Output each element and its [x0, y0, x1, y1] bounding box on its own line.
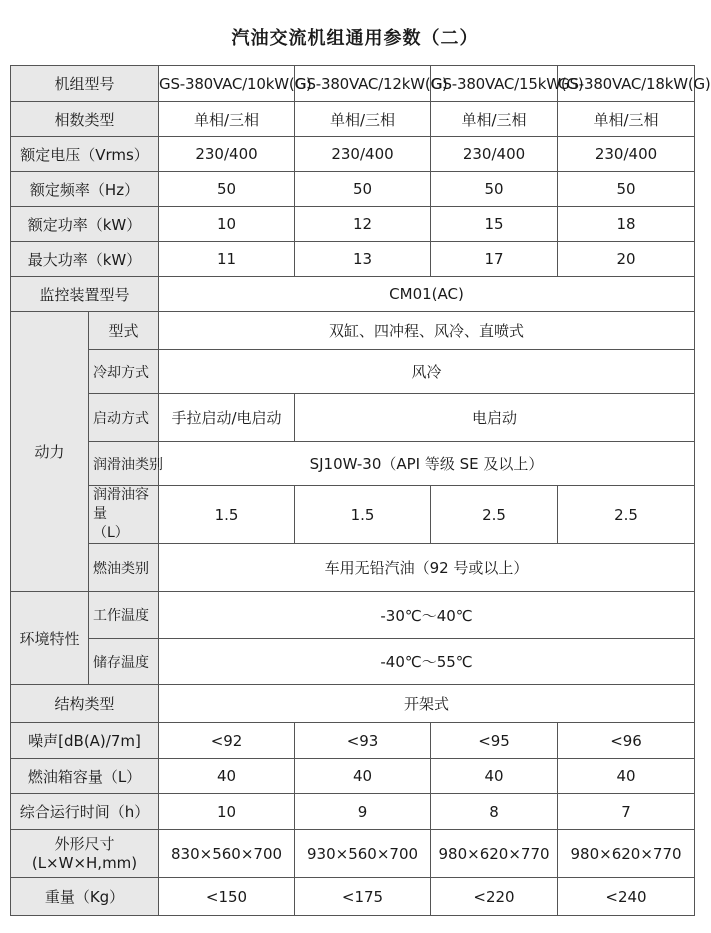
table-row-frequency [11, 172, 695, 207]
row-label-rated-power: 额定功率（kW） [11, 207, 159, 242]
model-cell: GS-380VAC/15kW(G) [431, 66, 558, 102]
value-cell: 18 [558, 207, 695, 242]
table-row-oil-capacity [11, 486, 695, 544]
value-cell: 双缸、四冲程、风冷、直喷式 [159, 312, 695, 350]
value-cell: 230/400 [558, 137, 695, 172]
value-cell: 2.5 [558, 486, 695, 544]
table-row-fuel-type [11, 544, 695, 592]
value-cell: 开架式 [159, 685, 695, 723]
row-label-frequency: 额定频率（Hz） [11, 172, 159, 207]
value-cell: -40℃～55℃ [159, 639, 695, 685]
value-cell: 2.5 [431, 486, 558, 544]
row-label-voltage: 额定电压（Vrms） [11, 137, 159, 172]
value-cell: 7 [558, 794, 695, 830]
label-line: （L） [93, 525, 129, 541]
table-row-start [11, 394, 695, 442]
table-row-engine-type [11, 312, 695, 350]
table-row-work-temp [11, 592, 695, 639]
row-label-noise: 噪声[dB(A)/7m] [11, 723, 159, 759]
value-cell: <95 [431, 723, 558, 759]
table-row-weight [11, 878, 695, 916]
value-cell: 1.5 [295, 486, 431, 544]
table-row-cooling [11, 350, 695, 394]
value-cell: 830×560×700 [159, 830, 295, 878]
row-label-dimensions [11, 830, 159, 878]
group-label-environment: 环境特性 [11, 592, 89, 685]
value-cell: <93 [295, 723, 431, 759]
value-cell: <150 [159, 878, 295, 916]
row-label-oil-type: 润滑油类别 [89, 442, 159, 486]
row-label-start: 启动方式 [89, 394, 159, 442]
value-cell: 单相/三相 [431, 102, 558, 137]
value-cell: -30℃～40℃ [159, 592, 695, 639]
table-row-noise [11, 723, 695, 759]
value-cell: CM01(AC) [159, 277, 695, 312]
value-cell: <240 [558, 878, 695, 916]
value-cell: 980×620×770 [431, 830, 558, 878]
row-label-fuel-type: 燃油类别 [89, 544, 159, 592]
model-cell: GS-380VAC/18kW(G) [558, 66, 695, 102]
group-label-power: 动力 [11, 312, 89, 592]
value-cell: 11 [159, 242, 295, 277]
label-line: 外形尺寸 [54, 834, 115, 853]
value-cell: 车用无铅汽油（92 号或以上） [159, 544, 695, 592]
model-cell: GS-380VAC/10kW(G) [159, 66, 295, 102]
value-cell: 12 [295, 207, 431, 242]
row-label-max-power: 最大功率（kW） [11, 242, 159, 277]
value-cell: 50 [558, 172, 695, 207]
value-cell: 230/400 [159, 137, 295, 172]
label-line: (L×W×H,mm) [31, 853, 138, 872]
row-label-oil-capacity [89, 486, 159, 544]
table-row-oil-type [11, 442, 695, 486]
table-row-runtime [11, 794, 695, 830]
value-cell: 20 [558, 242, 695, 277]
value-cell: 50 [159, 172, 295, 207]
table-row-store-temp [11, 639, 695, 685]
value-cell: 50 [431, 172, 558, 207]
table-row-voltage [11, 137, 695, 172]
table-row-model [11, 66, 695, 102]
table-row-max-power [11, 242, 695, 277]
value-cell: 10 [159, 207, 295, 242]
value-cell: SJ10W-30（API 等级 SE 及以上） [159, 442, 695, 486]
value-cell: 1.5 [159, 486, 295, 544]
row-label-cooling: 冷却方式 [89, 350, 159, 394]
table-row-rated-power [11, 207, 695, 242]
value-cell: <92 [159, 723, 295, 759]
value-cell: 8 [431, 794, 558, 830]
table-row-monitor [11, 277, 695, 312]
value-cell: 手拉启动/电启动 [159, 394, 295, 442]
value-cell: 风冷 [159, 350, 695, 394]
row-label-monitor: 监控装置型号 [11, 277, 159, 312]
value-cell: <175 [295, 878, 431, 916]
value-cell: 230/400 [431, 137, 558, 172]
row-label-weight: 重量（Kg） [11, 878, 159, 916]
value-cell: 980×620×770 [558, 830, 695, 878]
table-row-phase [11, 102, 695, 137]
value-cell: 40 [295, 759, 431, 794]
value-cell: 40 [159, 759, 295, 794]
table-row-structure [11, 685, 695, 723]
label-line: 润滑油容量 [93, 487, 149, 522]
value-cell: 930×560×700 [295, 830, 431, 878]
page-title: 汽油交流机组通用参数（二） [231, 28, 479, 49]
row-label-engine-type: 型式 [89, 312, 159, 350]
value-cell: <220 [431, 878, 558, 916]
row-label-tank: 燃油箱容量（L） [11, 759, 159, 794]
row-label-runtime: 综合运行时间（h） [11, 794, 159, 830]
value-cell: 40 [558, 759, 695, 794]
row-label-structure: 结构类型 [11, 685, 159, 723]
table-row-dimensions [11, 830, 695, 878]
row-label-store-temp: 储存温度 [89, 639, 159, 685]
table-row-tank [11, 759, 695, 794]
value-cell: 40 [431, 759, 558, 794]
spec-table [10, 65, 711, 916]
value-cell: 单相/三相 [159, 102, 295, 137]
value-cell: 50 [295, 172, 431, 207]
value-cell: 9 [295, 794, 431, 830]
value-cell: 17 [431, 242, 558, 277]
value-cell: 单相/三相 [295, 102, 431, 137]
value-cell: 电启动 [295, 394, 695, 442]
value-cell: 单相/三相 [558, 102, 695, 137]
model-cell: GS-380VAC/12kW(G) [295, 66, 431, 102]
row-label-work-temp: 工作温度 [89, 592, 159, 639]
row-label-phase: 相数类型 [11, 102, 159, 137]
value-cell: 13 [295, 242, 431, 277]
value-cell: 10 [159, 794, 295, 830]
value-cell: 15 [431, 207, 558, 242]
value-cell: <96 [558, 723, 695, 759]
row-label-model: 机组型号 [11, 66, 159, 102]
value-cell: 230/400 [295, 137, 431, 172]
